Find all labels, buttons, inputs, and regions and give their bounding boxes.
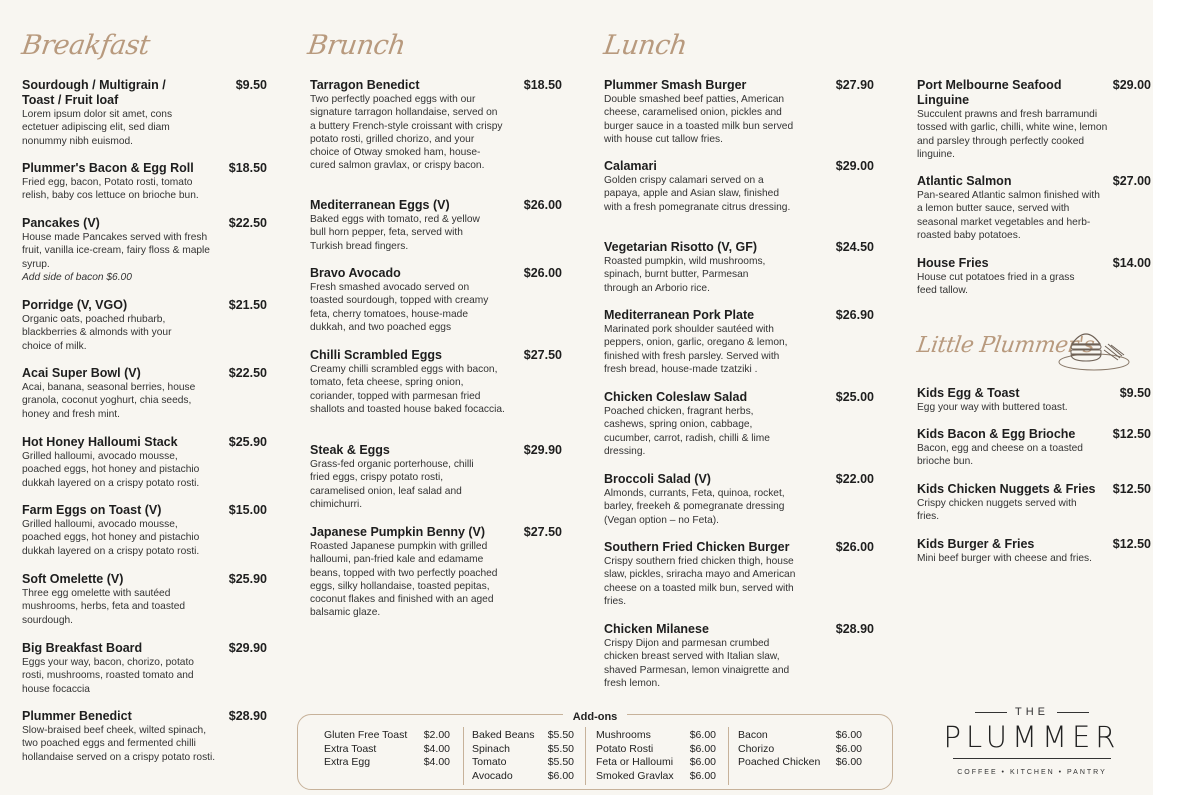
menu-item: [22, 641, 267, 696]
addons-box: [297, 711, 893, 790]
addon-name: Avocado: [472, 769, 513, 782]
addon-price: $5.50: [547, 729, 574, 741]
menu-item: [604, 159, 874, 214]
breakfast-heading: Breakfast: [19, 30, 152, 61]
item-price: $15.00: [228, 503, 267, 517]
addon-row: [472, 743, 574, 757]
menu-item: [22, 572, 267, 627]
menu-item: [22, 298, 267, 353]
item-price: $26.00: [835, 540, 874, 554]
item-price: $14.00: [1112, 256, 1151, 270]
item-price: $25.00: [835, 390, 874, 404]
item-description: Three egg omelette with sautéed mushrooms, herbs, feta and toasted sourdough.: [22, 588, 186, 626]
item-description: House made Pancakes served with fresh fruit, vanilla ice-cream, fairy floss & maple syrup.: [22, 232, 210, 270]
item-price: $27.50: [523, 348, 562, 362]
item-description: Slow-braised beef cheek, wilted spinach, two poached eggs and fermented chilli hollandaise served on a crispy potato rosti.: [22, 725, 216, 763]
menu-item: [310, 78, 562, 173]
menu-item: [22, 78, 267, 148]
addon-row: [738, 756, 862, 770]
menu-item: [310, 525, 562, 620]
item-description: Roasted Japanese pumpkin with grilled halloumi, pan-fried kale and edamame beans, topped with two perfectly poached eggs, silky hollandaise, toasted pepitas, coconut flakes and finished with an aged balsamic glaze.: [310, 541, 498, 619]
addon-name: Feta or Halloumi: [596, 756, 674, 769]
item-price: $27.00: [1112, 174, 1151, 188]
addons-title: Add-ons: [563, 711, 628, 723]
item-price: $21.50: [228, 298, 267, 312]
item-name: Plummer's Bacon & Egg Roll: [22, 161, 194, 175]
item-name: Chicken Milanese: [604, 622, 709, 636]
menu-item: [604, 308, 874, 376]
item-description: Baked eggs with tomato, red & yellow bull horn pepper, feta, served with Turkish bread fingers.: [310, 214, 480, 252]
item-name: Porridge (V, VGO): [22, 298, 128, 312]
logo-the: THE: [1015, 706, 1049, 718]
item-name: Plummer Smash Burger: [604, 78, 747, 92]
item-name: Southern Fried Chicken Burger: [604, 540, 790, 554]
item-name: Plummer Benedict: [22, 709, 132, 723]
item-description: Golden crispy calamari served on a papaya, apple and Asian slaw, finished with a fresh pomegranate citrus dressing.: [604, 175, 791, 213]
addon-price: $6.00: [835, 756, 862, 769]
item-price: $27.50: [523, 525, 562, 539]
addon-price: $6.00: [835, 742, 862, 755]
item-description: Creamy chilli scrambled eggs with bacon, tomato, feta cheese, spring onion, coriander, topped with parmesan fried shallots and toasted house baked focaccia.: [310, 364, 505, 415]
addon-price: $4.00: [423, 756, 450, 769]
item-name: Soft Omelette (V): [22, 572, 124, 586]
menu-item: [310, 443, 562, 511]
item-name: Mediterranean Pork Plate: [604, 308, 755, 322]
menu-item: [310, 266, 562, 334]
lunch-heading: Lunch: [601, 30, 689, 61]
menu-item: [604, 390, 874, 458]
kids-heading: Little Plummer's: [915, 333, 1096, 358]
item-price: $12.50: [1112, 537, 1151, 551]
addon-price: $6.00: [689, 742, 716, 755]
menu-item: [604, 540, 874, 608]
logo-underline: [953, 758, 1111, 759]
addons-column: [472, 729, 574, 783]
item-price: $9.50: [1119, 386, 1151, 400]
item-price: $24.50: [835, 240, 874, 254]
item-name: Farm Eggs on Toast (V): [22, 503, 162, 517]
item-name: Broccoli Salad (V): [604, 472, 711, 486]
item-price: $26.00: [523, 266, 562, 280]
addon-name: Poached Chicken: [738, 756, 821, 769]
item-description: Almonds, currants, Feta, quinoa, rocket, barley, freekeh & pomegranate dressing (Vegan option – no Feta).: [604, 488, 785, 526]
item-description: Fresh smashed avocado served on toasted sourdough, topped with creamy feta, cherry tomatoes, house-made dukkah, and two poached eggs: [310, 282, 489, 333]
addon-name: Spinach: [472, 742, 510, 755]
brand-logo: [917, 702, 1147, 792]
item-name: Steak & Eggs: [310, 443, 390, 457]
menu-item: [22, 503, 267, 558]
addon-row: [324, 743, 450, 757]
item-description: Crispy southern fried chicken thigh, house slaw, pickles, sriracha mayo and American cheese on a toasted milk bun, served with fries.: [604, 556, 796, 607]
item-description: Lorem ipsum dolor sit amet, cons ectetuer adipiscing elit, sed diam nonummy nibh euismod.: [22, 109, 173, 147]
item-name: Sourdough / Multigrain / Toast / Fruit loaf: [22, 78, 166, 107]
addon-row: [596, 756, 716, 770]
item-name: Big Breakfast Board: [22, 641, 143, 655]
addon-row: [596, 729, 716, 743]
item-description: Two perfectly poached eggs with our signature tarragon hollandaise, served on a buttery French-style croissant with crispy potato rosti, grilled chorizo, and your choice of Otway smoked ham, house-cured salmon gravlax, or crispy bacon.: [310, 94, 503, 172]
menu-item: [604, 240, 874, 295]
item-name: Kids Burger & Fries: [917, 537, 1035, 551]
item-description: Pan-seared Atlantic salmon finished with a lemon butter sauce, served with seasonal market vegetables and herb-roasted baby potatoes.: [917, 190, 1100, 241]
item-price: $18.50: [228, 161, 267, 175]
item-name: Kids Bacon & Egg Brioche: [917, 427, 1076, 441]
item-price: $9.50: [235, 78, 267, 92]
addon-price: $2.00: [423, 729, 450, 741]
addon-name: Bacon: [738, 729, 768, 741]
item-price: $22.00: [835, 472, 874, 486]
item-name: Tarragon Benedict: [310, 78, 420, 92]
item-name: Chilli Scrambled Eggs: [310, 348, 442, 362]
item-name: Port Melbourne Seafood Linguine: [917, 78, 1062, 107]
addon-row: [738, 743, 862, 757]
item-price: $22.50: [228, 216, 267, 230]
item-note: Add side of bacon $6.00: [22, 271, 132, 283]
addon-name: Baked Beans: [472, 729, 535, 741]
menu-item: [917, 256, 1151, 298]
item-name: Pancakes (V): [22, 216, 100, 230]
item-price: $25.90: [228, 435, 267, 449]
addons-divider: [585, 727, 586, 785]
item-price: $29.90: [523, 443, 562, 457]
menu-item: [917, 537, 1151, 565]
item-description: Double smashed beef patties, American cheese, caramelised onion, pickles and burger sauce in a toasted milk bun served with house cut tallow fries.: [604, 94, 794, 145]
logo-rule: [975, 712, 1007, 713]
item-name: Atlantic Salmon: [917, 174, 1012, 188]
item-price: $18.50: [523, 78, 562, 92]
item-description: Succulent prawns and fresh barramundi tossed with garlic, chilli, white wine, lemon and parsley through perfectly cooked linguine.: [917, 109, 1108, 160]
item-description: Grass-fed organic porterhouse, chilli fried eggs, crispy potato rosti, caramelised onion, leaf salad and chimichurri.: [310, 459, 474, 510]
item-description: Fried egg, bacon, Potato rosti, tomato relish, baby cos lettuce on brioche bun.: [22, 177, 199, 202]
menu-item: [310, 198, 562, 253]
logo-rule: [1057, 712, 1089, 713]
item-price: $26.90: [835, 308, 874, 322]
item-price: $28.90: [835, 622, 874, 636]
addons-column: [324, 729, 450, 770]
menu-item: [22, 435, 267, 490]
addon-name: Gluten Free Toast: [324, 729, 408, 741]
addons-divider: [728, 727, 729, 785]
item-name: House Fries: [917, 256, 989, 270]
addon-price: $6.00: [689, 756, 716, 769]
item-description: Crispy Dijon and parmesan crumbed chicken breast served with Italian slaw, shaved Parmesan, lemon vinaigrette and fresh lemon.: [604, 638, 790, 689]
addon-name: Extra Toast: [324, 742, 377, 755]
item-name: Mediterranean Eggs (V): [310, 198, 450, 212]
menu-item: [22, 216, 267, 284]
burger-plate-icon: [1058, 322, 1132, 372]
menu-item: [22, 709, 267, 764]
item-description: Acai, banana, seasonal berries, house granola, coconut yoghurt, chia seeds, honey and fresh mint.: [22, 382, 196, 420]
addon-price: $6.00: [689, 729, 716, 741]
item-price: $22.50: [228, 366, 267, 380]
menu-item: [917, 78, 1151, 161]
addon-name: Potato Rosti: [596, 742, 654, 755]
item-price: $25.90: [228, 572, 267, 586]
addon-price: $6.00: [835, 729, 862, 741]
item-name: Kids Chicken Nuggets & Fries: [917, 482, 1096, 496]
item-name: Calamari: [604, 159, 657, 173]
item-name: Chicken Coleslaw Salad: [604, 390, 748, 404]
addon-row: [596, 743, 716, 757]
menu-item: [22, 366, 267, 421]
addon-row: [472, 756, 574, 770]
item-description: House cut potatoes fried in a grass feed tallow.: [917, 272, 1075, 297]
menu-item: [310, 348, 562, 416]
item-name: Bravo Avocado: [310, 266, 401, 280]
addon-price: $5.50: [547, 756, 574, 769]
addons-column: [738, 729, 862, 770]
menu-item: [917, 174, 1151, 242]
menu-item: [604, 472, 874, 527]
item-price: $29.00: [1112, 78, 1151, 92]
item-description: Poached chicken, fragrant herbs, cashews, spring onion, cabbage, cucumber, carrot, radish, chilli & lime dressing.: [604, 406, 770, 457]
addon-row: [738, 729, 862, 743]
menu-item: [604, 622, 874, 690]
logo-wordmark: PLUMMER: [943, 720, 1121, 754]
item-name: Vegetarian Risotto (V, GF): [604, 240, 758, 254]
item-description: Marinated pork shoulder sautéed with peppers, onion, garlic, oregano & lemon, finished with fresh parsley. Served with fresh bread, house-made tzatziki .: [604, 324, 788, 375]
item-name: Japanese Pumpkin Benny (V): [310, 525, 486, 539]
item-price: $12.50: [1112, 482, 1151, 496]
addon-name: Smoked Gravlax: [596, 769, 674, 782]
item-price: $28.90: [228, 709, 267, 723]
item-description: Roasted pumpkin, wild mushrooms, spinach, burnt butter, Parmesan through an Arborio rice.: [604, 256, 766, 294]
item-description: Crispy chicken nuggets served with fries.: [917, 498, 1077, 523]
menu-item: [22, 161, 267, 203]
item-price: $29.00: [835, 159, 874, 173]
menu-item: [917, 427, 1151, 469]
addon-price: $6.00: [547, 769, 574, 782]
item-description: Mini beef burger with cheese and fries.: [917, 553, 1092, 564]
item-description: Grilled halloumi, avocado mousse, poached eggs, hot honey and pistachio dukkah layered on a crispy potato rosti.: [22, 519, 200, 557]
addon-name: Mushrooms: [596, 729, 651, 741]
menu-item: [917, 386, 1151, 414]
addon-price: $5.50: [547, 742, 574, 755]
addon-row: [472, 770, 574, 784]
addon-name: Extra Egg: [324, 756, 371, 769]
item-description: Organic oats, poached rhubarb, blackberries & almonds with your choice of milk.: [22, 314, 172, 352]
item-description: Eggs your way, bacon, chorizo, potato rosti, mushrooms, roasted tomato and house focaccia: [22, 657, 194, 695]
item-description: Grilled halloumi, avocado mousse, poached eggs, hot honey and pistachio dukkah layered on a crispy potato rosti.: [22, 451, 200, 489]
addon-row: [472, 729, 574, 743]
item-name: Acai Super Bowl (V): [22, 366, 141, 380]
addons-divider: [463, 727, 464, 785]
item-price: $12.50: [1112, 427, 1151, 441]
item-price: $29.90: [228, 641, 267, 655]
addon-name: Tomato: [472, 756, 507, 769]
addon-row: [324, 729, 450, 743]
item-description: Bacon, egg and cheese on a toasted brioche bun.: [917, 443, 1083, 468]
addon-name: Chorizo: [738, 742, 775, 755]
brunch-heading: Brunch: [305, 30, 408, 61]
item-price: $26.00: [523, 198, 562, 212]
item-name: Hot Honey Halloumi Stack: [22, 435, 178, 449]
item-description: Egg your way with buttered toast.: [917, 402, 1068, 413]
item-name: Kids Egg & Toast: [917, 386, 1020, 400]
logo-tagline: COFFEE • KITCHEN • PANTRY: [957, 769, 1107, 776]
menu-item: [917, 482, 1151, 524]
addons-column: [596, 729, 716, 783]
addon-price: $6.00: [689, 769, 716, 782]
menu-item: [604, 78, 874, 146]
addon-price: $4.00: [423, 742, 450, 755]
addon-row: [596, 770, 716, 784]
addon-row: [324, 756, 450, 770]
item-price: $27.90: [835, 78, 874, 92]
